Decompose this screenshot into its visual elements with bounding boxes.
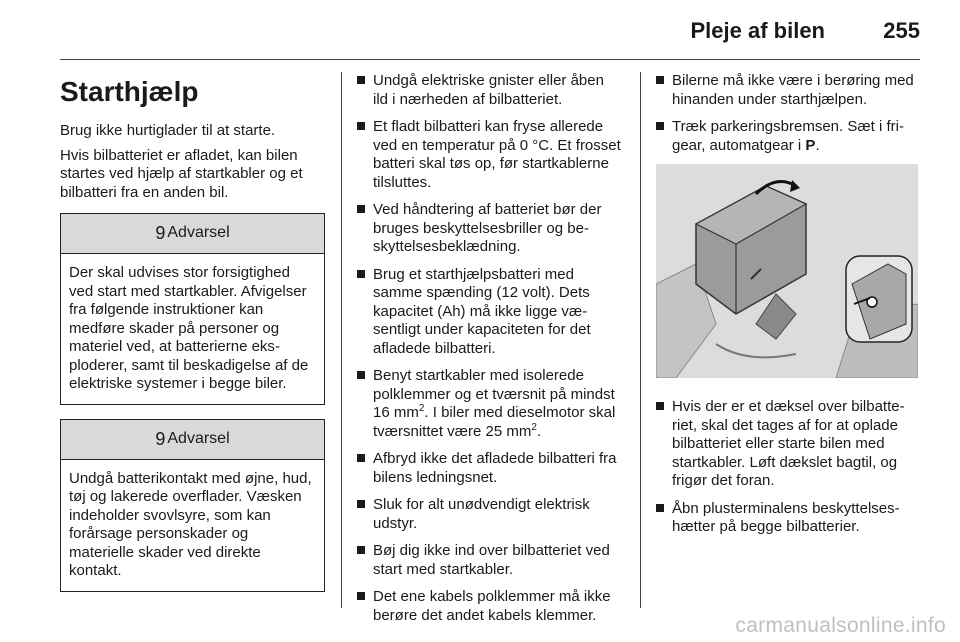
list-item-text: Sluk for alt unødvendigt elektrisk udstyr. xyxy=(373,496,590,532)
cable-text-1: Benyt startkabler med isolerede polklemmer og et tværsnit på mindst 16 mm xyxy=(373,367,615,421)
list-item-text: Afbryd ikke det afladede bilbatteri fra bilens ledningsnet. xyxy=(373,450,617,486)
list-item-text: Bilerne må ikke være i berøring med hinanden under starthjælpen. xyxy=(672,72,914,108)
warning-icon: 9 xyxy=(155,428,166,449)
list-item-text: Åbn plusterminalens beskyttelseshætter på begge bilbatterier. xyxy=(672,499,900,535)
warning-heading: Advarsel xyxy=(167,429,230,447)
column-2 xyxy=(357,72,622,634)
bullet-icon xyxy=(656,76,664,84)
list-item xyxy=(656,398,922,491)
superscript: 2 xyxy=(418,403,425,414)
superscript: 2 xyxy=(531,421,537,433)
bullet-list xyxy=(656,72,922,155)
gear-text: Træk parkeringsbremsen. Sæt i frigear, automatgear i xyxy=(672,118,905,154)
warning-header xyxy=(61,420,324,460)
list-item-text: Undgå elektriske gnister eller åben ild i nærheden af bilbatteriet. xyxy=(373,72,604,108)
warning-icon: 9 xyxy=(155,223,166,244)
list-item xyxy=(357,201,622,257)
list-item xyxy=(357,542,622,579)
list-item-text: Ved håndtering af batteriet bør der bruges beskyttelsesbriller og beskyttelsesbeklædning. xyxy=(373,201,602,255)
bullet-icon xyxy=(357,546,365,554)
list-item xyxy=(357,266,622,359)
section-title: Starthjælp xyxy=(60,76,199,107)
list-item xyxy=(656,72,922,109)
column-3 xyxy=(656,72,922,546)
list-item-text: Det ene kabels polklemmer må ikke berøre det andet kabels klemmer. xyxy=(373,588,611,624)
bullet-icon xyxy=(357,76,365,84)
list-item-text: Hvis der er et dæksel over bilbatteriet, skal det tages af for at oplade bilbatteriet eller starte bilen med startkabler. Løft dækslet bagtil, og frigør det foran. xyxy=(672,398,905,489)
gear-letter: P xyxy=(805,136,816,154)
warning-header xyxy=(61,214,324,254)
bullet-icon xyxy=(357,270,365,278)
warning-text: Der skal udvises stor forsigtighed ved start med startkabler. Afvigelser fra følgende instruktioner kan medføre skader på personer og materiel ved, at batterierne eksploderer, samt til beskadigelse af de elektriske systemer i begge biler. xyxy=(69,264,309,392)
list-item xyxy=(357,118,622,192)
battery-cover-illustration xyxy=(656,164,918,378)
list-item-text: Et fladt bilbatteri kan fryse allerede ved en temperatur på 0 °C. Et frosset batteri skal tøs op, før startkablerne tilsluttes. xyxy=(373,118,621,191)
column-divider xyxy=(341,72,342,608)
warning-heading: Advarsel xyxy=(167,224,230,242)
warning-box xyxy=(60,419,325,592)
list-item xyxy=(656,118,922,155)
engine-bay-drawing xyxy=(656,164,918,378)
bullet-list xyxy=(357,72,622,625)
list-item xyxy=(357,496,622,533)
warning-box xyxy=(60,213,325,405)
bullet-icon xyxy=(357,122,365,130)
column-divider xyxy=(640,72,641,608)
column-1 xyxy=(60,72,325,592)
bullet-list xyxy=(656,398,922,537)
list-item-text: Bøj dig ikke ind over bilbatteriet ved start med startkabler. xyxy=(373,542,610,578)
watermark: carmanualsonline.info xyxy=(735,614,946,637)
bullet-icon xyxy=(357,454,365,462)
bullet-icon xyxy=(656,504,664,512)
cable-text-3: . xyxy=(536,422,542,440)
bullet-icon xyxy=(357,500,365,508)
list-item-text: Brug et starthjælpsbatteri med samme spænding (12 volt). Dets kapacitet (Ah) må ikke ligge væsentligt under kapaciteten for det afladede bilbatteri. xyxy=(373,265,591,357)
cable-text-2: . I biler med dieselmotor skal tværsnittet være 25 mm xyxy=(373,404,616,440)
page-number: 255 xyxy=(883,18,920,43)
bullet-icon xyxy=(357,205,365,213)
bullet-icon xyxy=(656,122,664,130)
list-item xyxy=(656,500,922,537)
warning-text: Undgå batterikontakt med øjne, hud, tøj og lakerede overflader. Væsken indeholder svovlsyre, som kan forårsage personskader og materielle skader ved direkte kontakt. xyxy=(69,469,312,579)
list-item xyxy=(357,588,622,625)
bullet-icon xyxy=(357,592,365,600)
header-title: Pleje af bilen xyxy=(690,18,825,43)
bullet-icon xyxy=(656,402,664,410)
gear-end: . xyxy=(815,136,820,154)
header-rule xyxy=(60,59,920,60)
list-item xyxy=(357,367,622,441)
bullet-icon xyxy=(357,371,365,379)
list-item xyxy=(357,450,622,487)
list-item xyxy=(357,72,622,109)
intro-paragraph: Hvis bilbatteriet er afladet, kan bilen startes ved hjælp af startkabler og et bilbatteri fra en anden bil. xyxy=(60,146,303,201)
intro-paragraph: Brug ikke hurtiglader til at starte. xyxy=(60,122,276,139)
